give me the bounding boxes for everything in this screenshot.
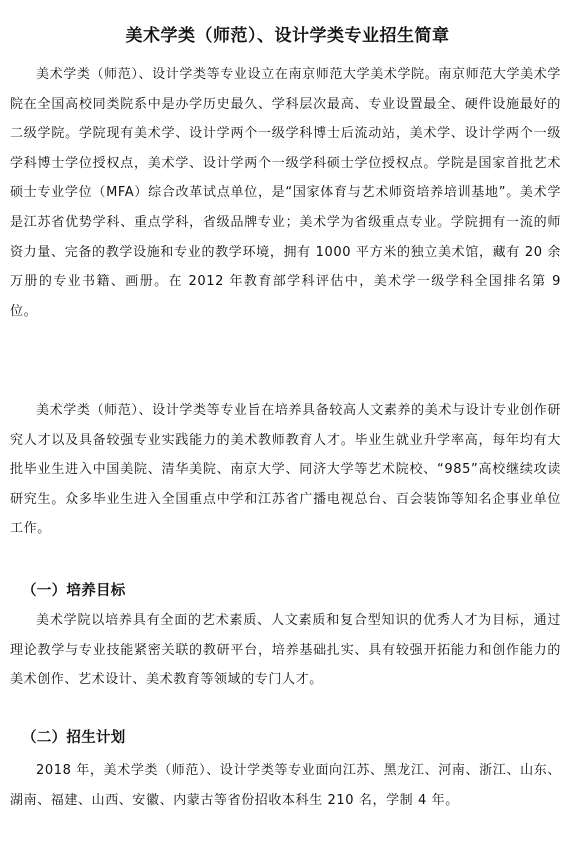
intro-paragraph: 美术学类（师范）、设计学类等专业设立在南京师范大学美术学院。南京师范大学美术学院在全国高校同类院系中是办学历史最久、学科层次最高、专业设置最全、硬件设施最好的二级学院。学院现有美术学、设计学两个一级学科博士后流动站，美术学、设计学两个一级学科博士学位授权点，美术学、设计学两个一级学科硕士学位授权点。学院是国家首批艺术硕士专业学位（MFA）综合改革试点单位，是“国家体育与艺术师资培养培训基地”。美术学是江苏省优势学科、重点学科，省级品牌专业；美术学为省级重点专业。学院拥有一流的师资力量、完备的教学设施和专业的教学环境，拥有 1000 平方米的独立美术馆，藏有 20 余万册的专业书籍、画册。在 2012 年教育部学科评估中，美术学一级学科全国排名第 9 位。 bbox=[10, 67, 561, 319]
section-heading-training-goals: （一）培养目标 bbox=[22, 583, 126, 599]
section-body-training-goals: 美术学院以培养具有全面的艺术素质、人文素质和复合型知识的优秀人才为目标，通过理论教学与专业技能紧密关联的教研平台，培养基础扎实、具有较强开拓能力和创作能力的美术创作、艺术设计、美术教育等领域的专门人才。 bbox=[10, 613, 561, 688]
page-title: 美术学类（师范）、设计学类专业招生简章 bbox=[125, 26, 450, 47]
section-heading-enrollment-plan: （二）招生计划 bbox=[22, 730, 126, 746]
section-body-enrollment-plan: 2018 年，美术学类（师范）、设计学类等专业面向江苏、黑龙江、河南、浙江、山东、湖南、福建、山西、安徽、内蒙古等省份招收本科生 210 名，学制 4 年。 bbox=[10, 763, 561, 808]
training-overview-paragraph: 美术学类（师范）、设计学类等专业旨在培养具备较高人文素养的美术与设计专业创作研究人才以及具备较强专业实践能力的美术教师教育人才。毕业生就业升学率高，每年均有大批毕业生进入中国美院、清华美院、南京大学、同济大学等艺术院校、“985”高校继续攻读研究生。众多毕业生进入全国重点中学和江苏省广播电视总台、百会装饰等知名企事业单位工作。 bbox=[10, 403, 561, 537]
